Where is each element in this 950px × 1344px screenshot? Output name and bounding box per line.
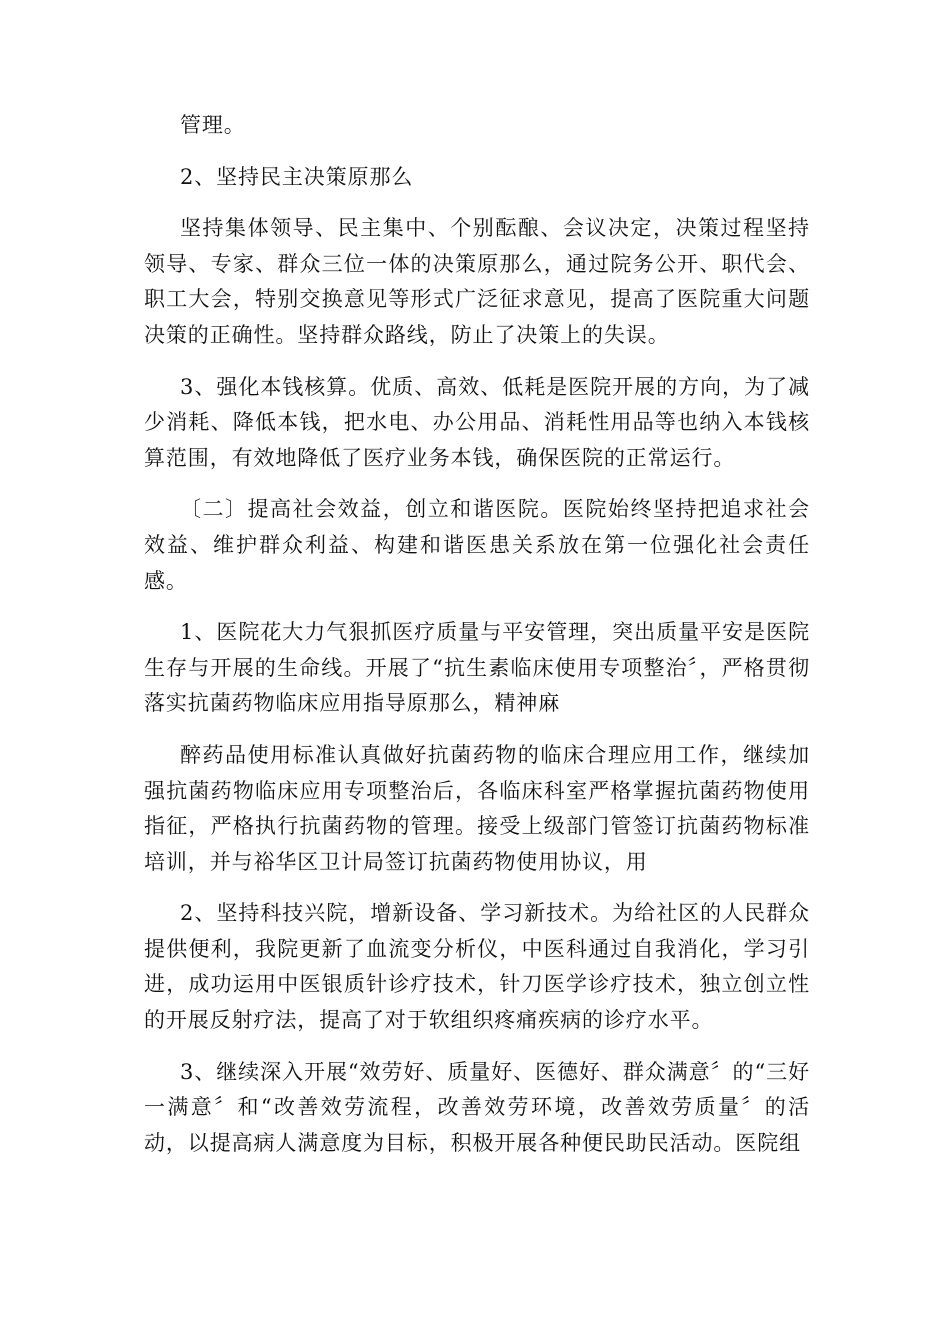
paragraph: 〔二〕提高社会效益，创立和谐医院。医院始终坚持把追求社会效益、维护群众利益、构建和谐医患关系放在第一位强化社会责任感。: [144, 497, 810, 593]
paragraph: 醉药品使用标准认真做好抗菌药物的临床合理应用工作，继续加强抗菌药物临床应用专项整治后，各临床科室严格掌握抗菌药物使用指征，严格执行抗菌药物的管理。接受上级部门管签订抗菌药物标准培训，并与裕华区卫计局签订抗菌药物使用协议，用: [144, 742, 810, 874]
section-heading: 2、坚持民主决策原那么: [180, 164, 414, 189]
paragraph: 3、强化本钱核算。优质、高效、低耗是医院开展的方向，为了减少消耗、降低本钱，把水电、办公用品、消耗性用品等也纳入本钱核算范围，有效地降低了医疗业务本钱，确保医院的正常运行。: [144, 374, 810, 470]
paragraph: 坚持集体领导、民主集中、个别酝酿、会议决定，决策过程坚持领导、专家、群众三位一体的决策原那么，通过院务公开、职代会、职工大会，特别交换意见等形式广泛征求意见，提高了医院重大问题决策的正确性。坚持群众路线，防止了决策上的失误。: [144, 216, 810, 347]
document-body: [144, 108, 810, 1177]
paragraph: 2、坚持科技兴院，增新设备、学习新技术。为给社区的人民群众提供便利，我院更新了血流变分析仪，中医科通过自我消化，学习引进，成功运用中医银质针诊疗技术，针刀医学诊疗技术，独立创立性的开展反射疗法，提高了对于软组织疼痛疾病的诊疗水平。: [144, 901, 810, 1033]
paragraph: 3、继续深入开展“效劳好、质量好、医德好、群众满意〞的“三好一满意〞和“改善效劳流程，改善效劳环境，改善效劳质量〞的活动，以提高病人满意度为目标，积极开展各种便民助民活动。医院组: [144, 1059, 810, 1155]
paragraph: 管理。: [180, 113, 246, 137]
paragraph: 1、医院花大力气狠抓医疗质量与平安管理，突出质量平安是医院生存与开展的生命线。开展了“抗生素临床使用专项整治〞，严格贯彻落实抗菌药物临床应用指导原那么，精神麻: [144, 620, 810, 716]
